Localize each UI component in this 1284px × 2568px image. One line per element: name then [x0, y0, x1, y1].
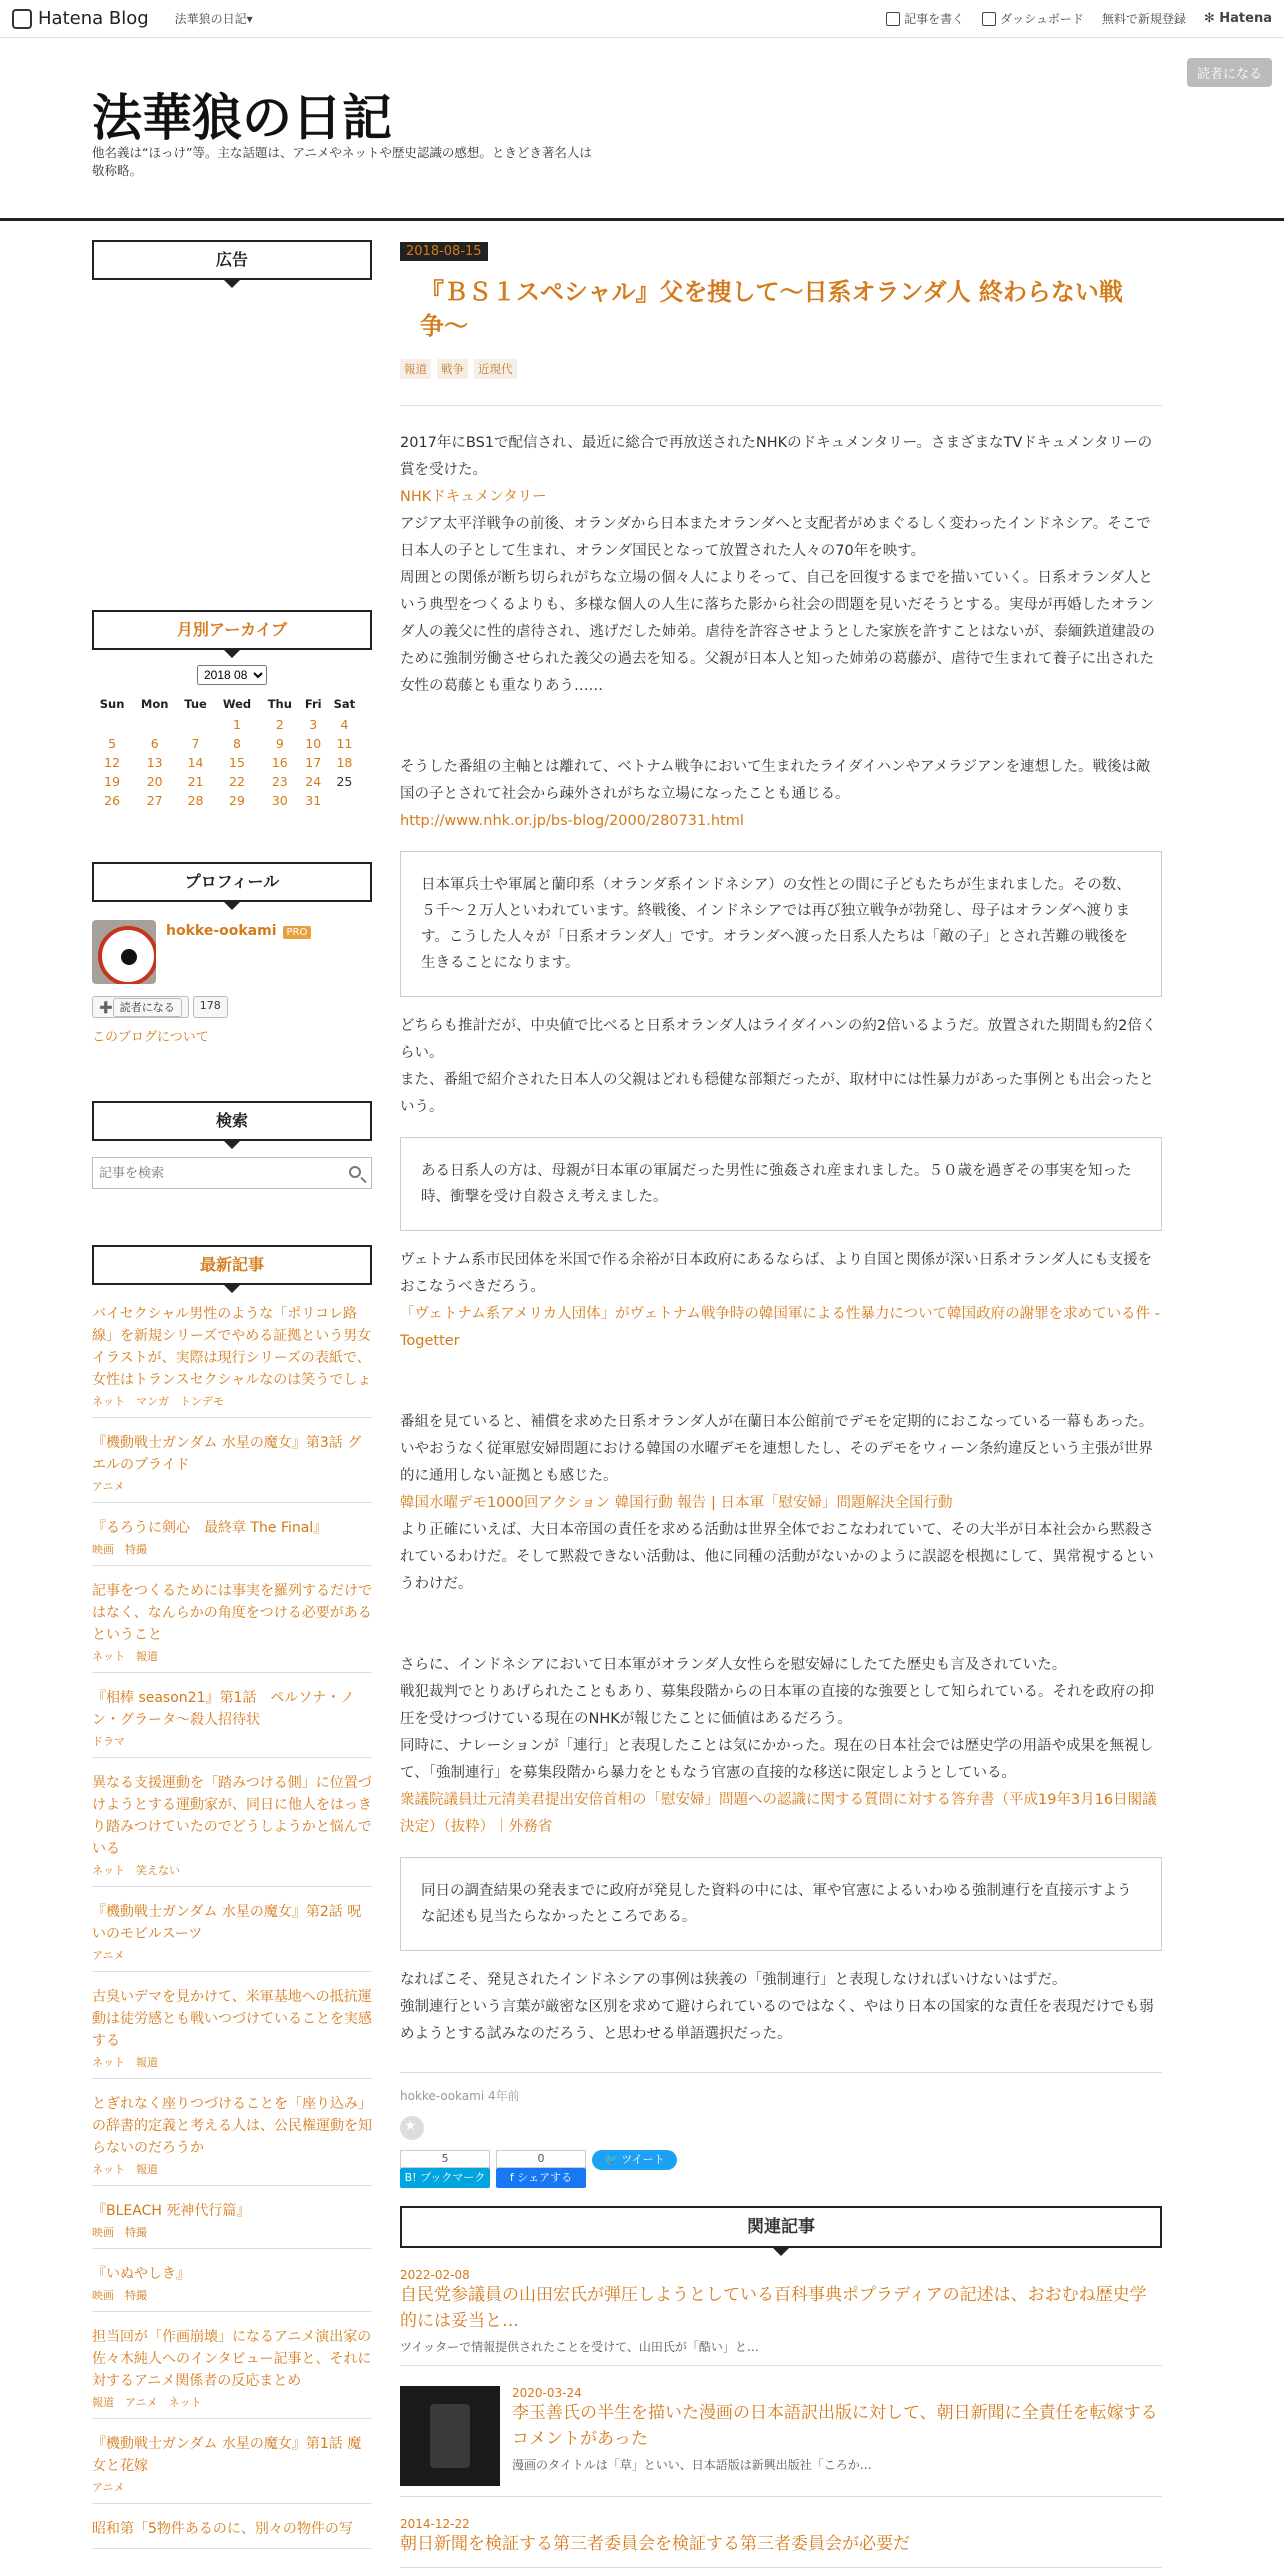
category-tag[interactable]: 戦争	[437, 359, 468, 379]
calendar-day	[177, 715, 214, 734]
entry-footer	[400, 2072, 1162, 2104]
dashboard-link[interactable]: ダッシュボード	[982, 10, 1084, 27]
recent-entry	[92, 1972, 372, 2079]
recent-entry-categories[interactable]: 映画 特撮	[92, 2226, 147, 2239]
blockquote: 日本軍兵士や軍属と蘭印系（オランダ系インドネシア）の女性との間に子どもたちが生まれました。その数、５千〜２万人といわれています。終戦後、インドネシアでは再び独立戦争が勃発し、母子はオランダへ渡ります。こうした人々が「日系オランダ人」です。オランダへ渡った日系人たちは「敵の子」とされ苦難の戦後を生きることになります。	[400, 851, 1162, 997]
related-date[interactable]: 2020-03-24	[512, 2386, 582, 2400]
blog-description: 他名義は“ほっけ”等。主な話題は、アニメやネットや歴史認識の感想。ときどき著名人は敬称略。	[92, 145, 592, 178]
paragraph: 番組を見ていると、補償を求めた日系オランダ人が在蘭日本公館前でデモを定期的におこなっている一幕もあった。	[400, 1414, 1154, 1430]
paragraph: アジア太平洋戦争の前後、オランダから日本またオランダへと支配者がめまぐるしく変わったインドネシア。そこで日本人の子として生まれ、オランダ国民となって放置された人々の70年を映す。	[400, 516, 1151, 559]
calendar-day[interactable]: 10	[305, 736, 322, 751]
weekday-header: Thu	[267, 697, 292, 711]
search-icon[interactable]	[349, 1166, 361, 1178]
paragraph: 周囲との関係が断ち切られがちな立場の個々人によりそって、自己を回復するまでを描いていく。日系オランダ人という典型をつくるよりも、多様な個人の人生に落ちた影から社会の問題を見いだそうとする。実母が再婚したオランダ人の義父に性的虐待され、逃げだした姉弟。虐待を許容させようとした家族を許すことはないが、泰緬鉄道建設のために強制労働させられた義父の過去を知る。父親が日本人と知った姉弟の葛藤が、虐待で生まれて養子に出された女性の葛藤とも重なりあう……	[400, 570, 1155, 694]
search-box	[92, 1157, 372, 1189]
profile-card	[92, 920, 372, 984]
subscribe-small-button[interactable]: ➕ 読者になる	[92, 996, 189, 1018]
ad-module-title: 広告	[92, 240, 372, 280]
paragraph: ヴェトナム系市民団体を米国で作る余裕が日本政府にあるならば、より自国と関係が深い日系オランダ人にも支援をおこなうべきだろう。	[400, 1252, 1153, 1295]
recent-entry	[92, 2249, 372, 2312]
recent-entry-categories[interactable]: ネット 笑えない	[92, 1864, 180, 1877]
weekday-header: Fri	[304, 697, 322, 711]
body-link[interactable]: NHKドキュメンタリー	[400, 489, 547, 505]
recent-entry-categories[interactable]: ネット 報道	[92, 1650, 158, 1663]
search-input[interactable]	[93, 1158, 333, 1188]
archive-month-select[interactable]	[197, 665, 267, 685]
calendar-day[interactable]: 7	[191, 736, 200, 751]
calendar-day[interactable]: 22	[229, 774, 245, 789]
paragraph: 強制連行という言葉が厳密な区別を求めて避けられているのではなく、やはり日本の国家的な責任を表現だけでも弱めようとする試みなのだろう、と思わせる単語選択だった。	[400, 1999, 1154, 2042]
recent-entry-categories[interactable]: アニメ	[92, 1480, 125, 1493]
category-tag[interactable]: 報道	[400, 359, 431, 379]
hatena-logo-icon	[12, 9, 32, 29]
calendar-day[interactable]: 3	[309, 717, 318, 732]
recent-entry-categories[interactable]: ネット 報道	[92, 2056, 158, 2069]
calendar-day[interactable]: 23	[271, 774, 288, 789]
recent-entry-title[interactable]: 『いぬやしき』	[92, 2266, 190, 2282]
entry-tags	[400, 359, 1162, 379]
facebook-share-button[interactable]: 0 f シェアする	[496, 2150, 586, 2188]
calendar-day	[132, 715, 177, 734]
recent-entry-title[interactable]: 『機動戦士ガンダム 水星の魔女』第2話 呪いのモビルスーツ	[92, 1904, 362, 1942]
pro-badge: PRO	[283, 926, 312, 939]
recent-entry-title[interactable]: 『るろうに剣心 最終章 The Final』	[92, 1520, 328, 1536]
calendar-day	[327, 791, 362, 810]
pencil-icon	[886, 12, 900, 26]
recent-entry-categories[interactable]: 映画 特撮	[92, 1543, 147, 1556]
calendar-day[interactable]: 31	[305, 793, 322, 808]
register-link[interactable]: 無料で新規登録	[1101, 12, 1186, 26]
recent-entry-title[interactable]: とぎれなく座りつづけることを「座り込み」の辞書的定義と考える人は、公民権運動を知らないのだろうか	[92, 2096, 372, 2156]
related-thumbnail[interactable]	[400, 2386, 500, 2486]
calendar-day[interactable]: 12	[104, 755, 121, 770]
calendar-day[interactable]: 14	[187, 755, 204, 770]
global-header	[0, 0, 1284, 38]
profile-module-title: プロフィール	[92, 862, 372, 902]
recent-entry-categories[interactable]: アニメ	[92, 1949, 125, 1962]
entry-age[interactable]: 4年前	[487, 2089, 520, 2103]
reader-count: 178	[193, 996, 228, 1018]
calendar-day[interactable]: 28	[187, 793, 204, 808]
paragraph: より正確にいえば、大日本帝国の責任を求める活動は世界全体でおこなわれていて、その大半が日本社会から黙殺されているわけだ。そして黙殺できない活動は、他に同種の活動がないかのように誤認を根拠にして、異常視するというわけだ。	[400, 1522, 1154, 1592]
related-entry	[400, 2497, 1162, 2568]
paragraph: そうした番組の主軸とは離れて、ベトナム戦争において生まれたライダイハンやアメラジアンを連想した。戦後は敵国の子とされて社会から疎外されがちな立場になったことも通じる。	[400, 759, 1151, 802]
related-date[interactable]: 2022-02-08	[400, 2268, 470, 2282]
calendar-day[interactable]: 15	[229, 755, 245, 770]
hatena-bookmark-button[interactable]: 5 B! ブックマーク	[400, 2150, 490, 2188]
weekday-header: Wed	[222, 697, 252, 711]
recent-entry-title[interactable]: バイセクシャル男性のような「ポリコレ路線」を新規シリーズでやめる証拠という男女イラストが、実際は現行シリーズの表紙で、女性はトランスセクシャルなのは笑うでしょ	[92, 1306, 372, 1388]
weekday-header: Sat	[333, 697, 356, 711]
category-tag[interactable]: 近現代	[474, 359, 517, 379]
blockquote: ある日系人の方は、母親が日本軍の軍属だった男性に強姦され産まれました。５０歳を過ぎその事実を知った時、衝撃を受け自殺さえ考えました。	[400, 1137, 1162, 1231]
entry-date[interactable]: 2018-08-15	[400, 242, 488, 261]
recent-entry-title[interactable]: 担当回が「作画崩壊」になるアニメ演出家の佐々木純人へのインタビュー記事と、それに対するアニメ関係者の反応まとめ	[92, 2329, 372, 2389]
add-star-icon[interactable]	[400, 2116, 424, 2140]
paragraph: また、番組で紹介された日本人の父親はどれも穏健な部類だったが、取材中には性暴力があった事例とも出会ったという。	[400, 1072, 1154, 1115]
paragraph: さらに、インドネシアにおいて日本軍がオランダ人女性らを慰安婦にしたてた歴史も言及されていた。	[400, 1657, 1067, 1673]
weekday-header: Tue	[184, 697, 207, 711]
blog-selector[interactable]: 法華狼の日記▾	[174, 12, 253, 26]
calendar-day[interactable]: 13	[146, 755, 163, 770]
recent-entry-title[interactable]: 異なる支援運動を「踏みつける側」に位置づけようとする運動家が、同日に他人をはっきり踏みつけていたのでどうしようかと悩んでいる	[92, 1775, 372, 1857]
archive-module-title: 月別アーカイブ	[92, 610, 372, 650]
calendar-day[interactable]: 17	[305, 755, 322, 770]
about-link-text[interactable]: このブログについて	[92, 1030, 209, 1045]
main-entry	[400, 240, 1162, 2568]
recent-entry-categories[interactable]: 映画 特撮	[92, 2289, 147, 2302]
calendar-day[interactable]: 18	[336, 755, 353, 770]
calendar-day[interactable]: 1	[233, 717, 241, 732]
recent-entry-categories[interactable]: アニメ	[92, 2481, 125, 2494]
related-date[interactable]: 2014-12-22	[400, 2517, 470, 2531]
recent-entry-title[interactable]: 『相棒 season21』第1話 ペルソナ・ノン・グラータ～殺人招待状	[92, 1690, 355, 1728]
blog-title[interactable]: 法華狼の日記	[92, 89, 392, 147]
body-link[interactable]: 韓国水曜デモ1000回アクション 韓国行動 報告 | 日本軍「慰安婦」問題解決全国行動	[400, 1495, 953, 1511]
body-link[interactable]: 衆議院議員辻元清美君提出安倍首相の「慰安婦」問題への認識に関する質問に対する答弁書（平成19年3月16日閣議決定）（抜粋）｜外務省	[400, 1792, 1157, 1835]
calendar-day	[92, 715, 132, 734]
recent-entry-title[interactable]: 記事をつくるためには事実を羅列するだけではなく、なんらかの角度をつける必要があるということ	[92, 1583, 372, 1643]
write-entry-link[interactable]: 記事を書く	[886, 10, 964, 27]
calendar-day[interactable]: 21	[187, 774, 204, 789]
recent-entries-list	[92, 1299, 372, 2549]
recent-entry-categories[interactable]: ドラマ	[92, 1735, 125, 1748]
subscribe-button[interactable]: 読者になる	[1187, 58, 1272, 87]
about-link[interactable]	[92, 1026, 372, 1045]
related-snippet: ツイッターで情報提供されたことを受けて、山田氏が「酷い」と…	[400, 2340, 759, 2354]
recent-entry	[92, 1887, 372, 1972]
recent-entry-title[interactable]: 古臭いデマを見かけて、米軍基地への抵抗運動は徒労感とも戦いつづけていることを実感する	[92, 1989, 372, 2049]
share-buttons	[400, 2150, 1162, 2188]
calendar-day[interactable]: 20	[146, 774, 163, 789]
hatena-blog-text: Hatena Blog	[38, 8, 149, 29]
recent-entry-categories[interactable]: ネット マンガ トンデモ	[92, 1395, 224, 1408]
paragraph: なればこそ、発見されたインドネシアの事例は狭義の「強制連行」と表現しなければいけないはずだ。	[400, 1972, 1067, 1988]
calendar-day[interactable]: 8	[233, 736, 241, 751]
recent-entry-title[interactable]: 『BLEACH 死神代行篇』	[92, 2203, 251, 2219]
author-link[interactable]: hokke-ookami	[400, 2089, 485, 2103]
calendar-day[interactable]: 19	[104, 774, 121, 789]
calendar-day[interactable]: 16	[271, 755, 288, 770]
related-entries	[400, 2248, 1162, 2568]
tweet-button[interactable]: 🐦 ツイート	[592, 2150, 677, 2170]
related-title[interactable]: 李玉善氏の半生を描いた漫画の日本語訳出版に対して、朝日新聞に全責任を転嫁するコメントがあった	[512, 2403, 1158, 2449]
recent-entry-categories[interactable]: 報道 アニメ ネット	[92, 2396, 202, 2409]
calendar-day[interactable]: 11	[336, 736, 353, 751]
hatena-blog-logo[interactable]	[12, 8, 149, 29]
search-module-title: 検索	[92, 1101, 372, 1141]
recent-module-title: 最新記事	[92, 1245, 372, 1285]
paragraph: どちらも推計だが、中央値で比べると日系オランダ人はライダイハンの約2倍いるようだ。放置された期間も約2倍くらい。	[400, 1018, 1157, 1061]
calendar-day[interactable]: 24	[305, 774, 322, 789]
hatena-menu[interactable]: ✻ Hatena	[1203, 11, 1272, 26]
recent-entry	[92, 1418, 372, 1503]
reader-widget	[92, 996, 372, 1018]
entry-body	[400, 430, 1162, 2048]
recent-entry	[92, 2312, 372, 2419]
related-entries-title: 関連記事	[400, 2206, 1162, 2248]
paragraph: 同時に、ナレーションが「連行」と表現したことは気にかかった。現在の日本社会では歴史学の用語や成果を無視して、「強制連行」を募集段階から暴力をともなう官憲の直接的な移送に限定しようとしている。	[400, 1738, 1154, 1781]
calendar-day[interactable]: 6	[150, 736, 159, 751]
sidebar	[92, 240, 372, 2549]
dashboard-icon	[982, 12, 996, 26]
weekday-header: Sun	[99, 697, 125, 711]
calendar-day[interactable]: 27	[146, 793, 163, 808]
calendar-day[interactable]: 30	[271, 793, 288, 808]
recent-entry-title[interactable]: 『機動戦士ガンダム 水星の魔女』第1話 魔女と花嫁	[92, 2436, 362, 2474]
calendar-day[interactable]: 26	[104, 793, 121, 808]
divider	[400, 405, 1162, 406]
recent-entry	[92, 1299, 372, 1418]
calendar-day[interactable]: 5	[108, 736, 117, 751]
profile-name[interactable]: hokke-ookami	[166, 923, 277, 939]
recent-entry	[92, 1758, 372, 1887]
recent-entry-title[interactable]: 『機動戦士ガンダム 水星の魔女』第3話 グエルのプライド	[92, 1435, 362, 1473]
blog-header	[0, 38, 1284, 221]
calendar-day[interactable]: 9	[275, 736, 284, 751]
recent-entry	[92, 2504, 372, 2549]
recent-entry-categories[interactable]: ネット 報道	[92, 2163, 158, 2176]
paragraph: 2017年にBS1で配信され、最近に総合で再放送されたNHKのドキュメンタリー。さまざまなTVドキュメンタリーの賞を受けた。	[400, 435, 1153, 478]
avatar[interactable]	[92, 920, 156, 984]
body-link[interactable]: http://www.nhk.or.jp/bs-blog/2000/280731.html	[400, 813, 744, 829]
paragraph: いやおうなく従軍慰安婦問題における韓国の水曜デモを連想したし、そのデモをウィーン条約違反という主張が世界的に通用しない証拠とも感じた。	[400, 1441, 1153, 1484]
related-title[interactable]: 自民党参議員の山田宏氏が弾圧しようとしている百科事典ポプラディアの記述は、おおむね歴史学的には妥当と…	[400, 2285, 1147, 2331]
body-link[interactable]: 「ヴェトナム系アメリカ人団体」がヴェトナム戦争時の韓国軍による性暴力について韓国政府の謝罪を求めている件 - Togetter	[400, 1306, 1160, 1349]
calendar-day: 25	[336, 774, 353, 789]
blockquote: 同日の調査結果の発表までに政府が発見した資料の中には、軍や官憲によるいわゆる強制連行を直接示すような記述も見当たらなかったところである。	[400, 1857, 1162, 1951]
recent-entry-title[interactable]: 昭和第「5物件あるのに、別々の物件の写	[92, 2521, 353, 2537]
related-snippet: 漫画のタイトルは「草」といい、日本語版は新興出版社「ころか…	[512, 2458, 872, 2472]
recent-entry	[92, 2079, 372, 2186]
calendar-day[interactable]: 2	[275, 717, 284, 732]
related-title[interactable]: 朝日新聞を検証する第三者委員会を検証する第三者委員会が必要だ	[400, 2534, 910, 2554]
recent-entry	[92, 1673, 372, 1758]
paragraph: 戦犯裁判でとりあげられたこともあり、募集段階からの日本軍の直接的な強要として知られている。それを政府の抑圧を受けつづけている現在のNHKが報じたことに価値はあるだろう。	[400, 1684, 1154, 1727]
ad-space	[92, 280, 372, 610]
related-entry	[400, 2248, 1162, 2366]
entry-title[interactable]: 『ＢＳ１スペシャル』父を捜して〜日系オランダ人 終わらない戦争〜	[420, 278, 1123, 340]
weekday-header: Mon	[140, 697, 169, 711]
recent-entry	[92, 1566, 372, 1673]
recent-entry	[92, 1503, 372, 1566]
calendar-day[interactable]: 4	[340, 717, 349, 732]
calendar-day[interactable]: 29	[229, 793, 245, 808]
recent-entry	[92, 2419, 372, 2504]
related-entry	[400, 2366, 1162, 2497]
recent-entry	[92, 2186, 372, 2249]
archive-calendar	[92, 664, 372, 810]
calendar-table	[92, 693, 362, 810]
